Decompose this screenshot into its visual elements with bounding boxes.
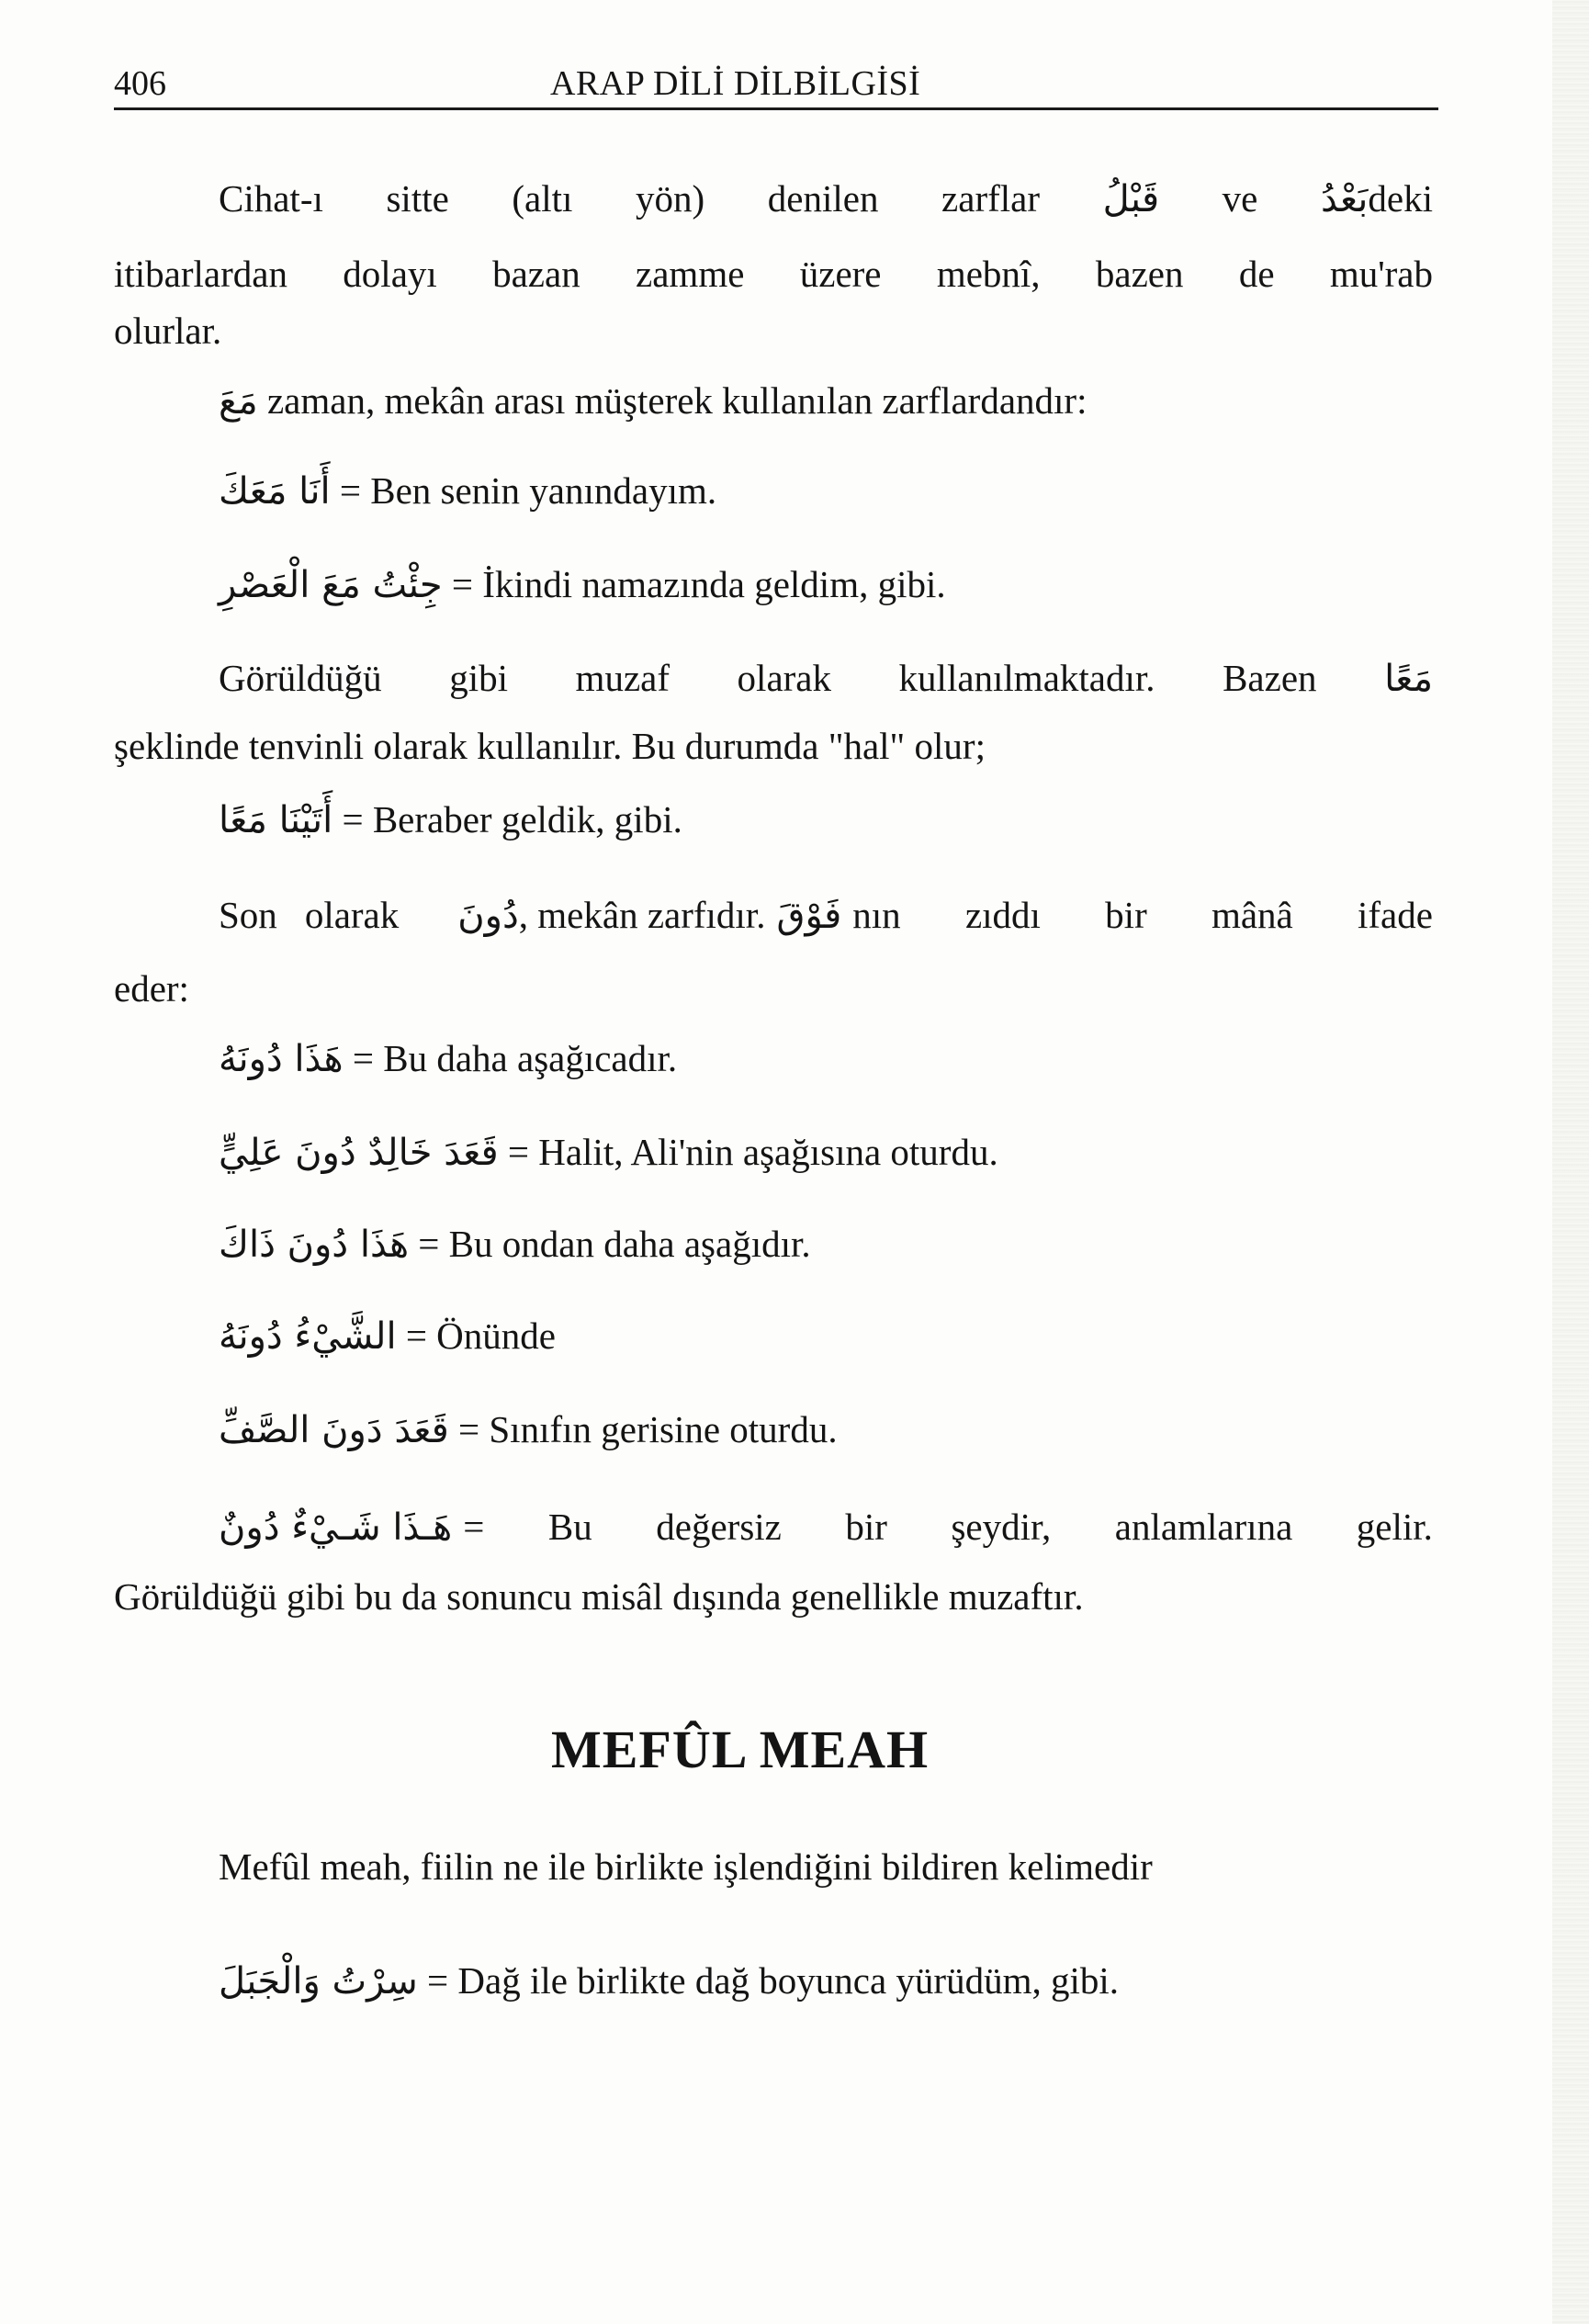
- translation: = Bu ondan daha aşağıdır.: [409, 1223, 811, 1265]
- word: anlamlarına: [1114, 1506, 1293, 1548]
- arabic-phrase: قَعَدَ خَالِدٌ دُونَ عَلِيٍّ: [219, 1132, 499, 1174]
- translation: = Ben senin yanındayım.: [330, 469, 717, 512]
- paragraph-3-line-2: şeklinde tenvinli olarak kullanılır. Bu durumda "hal" olur;: [114, 725, 986, 767]
- word: nın: [852, 894, 901, 936]
- word: zıddı: [964, 894, 1041, 936]
- arabic-word: دُونَ: [457, 895, 519, 937]
- arabic-word: قَبْلُ: [1102, 178, 1160, 220]
- arabic-phrase: هَـذَا شَـيْءٌ دُونٌ: [219, 1506, 453, 1549]
- running-title: ARAP DİLİ DİLBİLGİSİ: [550, 64, 921, 103]
- paragraph-5: Görüldüğü gibi bu da sonuncu misâl dışında genellikle muzaftır.: [114, 1575, 1084, 1618]
- section-example-1: [219, 1957, 1119, 2005]
- paragraph-3-line-1: [219, 654, 1433, 703]
- arabic-phrase: هَذَا دُونَهُ: [219, 1038, 344, 1080]
- word: bazan: [492, 253, 580, 295]
- word: üzere: [799, 253, 882, 295]
- paragraph-1-line-1: [219, 175, 1433, 223]
- section-heading: MEFÛL MEAH: [551, 1720, 930, 1779]
- word: şeydir,: [951, 1506, 1052, 1548]
- example-2: [219, 560, 946, 609]
- arabic-word: فَوْقَ: [776, 895, 842, 937]
- word: mânâ: [1211, 894, 1293, 936]
- arabic-phrase: أَنَا مَعَكَ: [219, 470, 331, 513]
- word: bazen: [1095, 253, 1184, 295]
- word: =: [463, 1506, 485, 1548]
- word: mebnî,: [936, 253, 1041, 295]
- paragraph-4-line-1: [219, 891, 1433, 940]
- example-3: [219, 795, 682, 844]
- arabic-word: مَعًا: [1384, 658, 1433, 700]
- word: sitte: [386, 177, 449, 220]
- arabic-phrase: جِئْتُ مَعَ الْعَصْرِ: [219, 564, 443, 606]
- word: Cihat-ı: [219, 177, 323, 220]
- word: ve: [1222, 177, 1258, 220]
- translation: = Sınıfın gerisine oturdu.: [448, 1408, 838, 1450]
- word-group: [463, 1503, 1433, 1551]
- arabic-phrase: أَتَيْنَا مَعًا: [219, 799, 333, 841]
- arabic-word: بَعْدُ: [1320, 178, 1369, 220]
- word: denilen: [767, 177, 879, 220]
- arabic-phrase: هَذَا دُونَ ذَاكَ: [219, 1224, 410, 1266]
- translation: = İkindi namazında geldim, gibi.: [442, 563, 946, 605]
- word: ifade: [1358, 894, 1433, 936]
- arabic-word: مَعَ: [219, 380, 258, 423]
- word: kullanılmaktadır.: [898, 657, 1155, 699]
- page-header: [114, 55, 1437, 112]
- word: muzaf: [575, 657, 670, 699]
- word: bir: [845, 1506, 887, 1548]
- word: de: [1238, 253, 1275, 295]
- word: değersiz: [656, 1506, 782, 1548]
- word: olarak: [304, 894, 400, 936]
- word: mu'rab: [1329, 253, 1433, 295]
- translation: = Dağ ile birlikte dağ boyunca yürüdüm, gibi.: [417, 1959, 1120, 2002]
- word-group: [852, 891, 1433, 939]
- arabic-phrase: سِرْتُ وَالْجَبَلَ: [219, 1960, 418, 2002]
- section-paragraph-1: Mefûl meah, fiilin ne ile birlikte işlendiğini bildiren kelimedir: [219, 1845, 1153, 1888]
- paragraph-4-line-2: eder:: [114, 967, 189, 1010]
- text: zaman, mekân arası müşterek kullanılan zarflardandır:: [257, 379, 1088, 422]
- word: zarflar: [941, 177, 1040, 220]
- example-1: [219, 467, 716, 515]
- example-5: [219, 1128, 998, 1177]
- word: deki: [1368, 177, 1433, 220]
- word: itibarlardan: [114, 253, 287, 295]
- word: Bazen: [1223, 657, 1317, 699]
- word: Görüldüğü: [219, 657, 382, 699]
- word: gibi: [449, 657, 508, 699]
- example-4: [219, 1034, 677, 1083]
- paragraph-1-line-2: [114, 250, 1433, 298]
- word: dolayı: [343, 253, 437, 295]
- example-7: [219, 1312, 556, 1360]
- paragraph-2: [219, 377, 1087, 425]
- arabic-phrase: قَعَدَ دَونَ الصَّفِّ: [219, 1409, 449, 1451]
- translation: = Bu daha aşağıcadır.: [343, 1037, 678, 1079]
- word: bir: [1105, 894, 1147, 936]
- example-6: [219, 1220, 811, 1269]
- word: gelir.: [1356, 1506, 1433, 1548]
- example-8: [219, 1405, 838, 1454]
- page-number: 406: [114, 64, 166, 103]
- example-9: [219, 1503, 1433, 1551]
- text: , mekân zarfıdır.: [518, 894, 766, 936]
- translation: = Beraber geldik, gibi.: [332, 798, 682, 840]
- word: yön): [636, 177, 705, 220]
- arabic-phrase: الشَّيْءُ دُونَهُ: [219, 1315, 397, 1358]
- header-rule: [114, 107, 1438, 110]
- word: olarak: [737, 657, 831, 699]
- word: Bu: [547, 1506, 592, 1548]
- paragraph-1-line-3: olurlar.: [114, 310, 222, 352]
- translation: = Halit, Ali'nin aşağısına oturdu.: [498, 1131, 998, 1173]
- arabic-with-suffix: [1321, 175, 1433, 223]
- page-edge: [1552, 0, 1589, 2324]
- word: Son: [219, 894, 277, 936]
- translation: = Önünde: [396, 1314, 556, 1357]
- word: (altı: [512, 177, 573, 220]
- word: zamme: [636, 253, 745, 295]
